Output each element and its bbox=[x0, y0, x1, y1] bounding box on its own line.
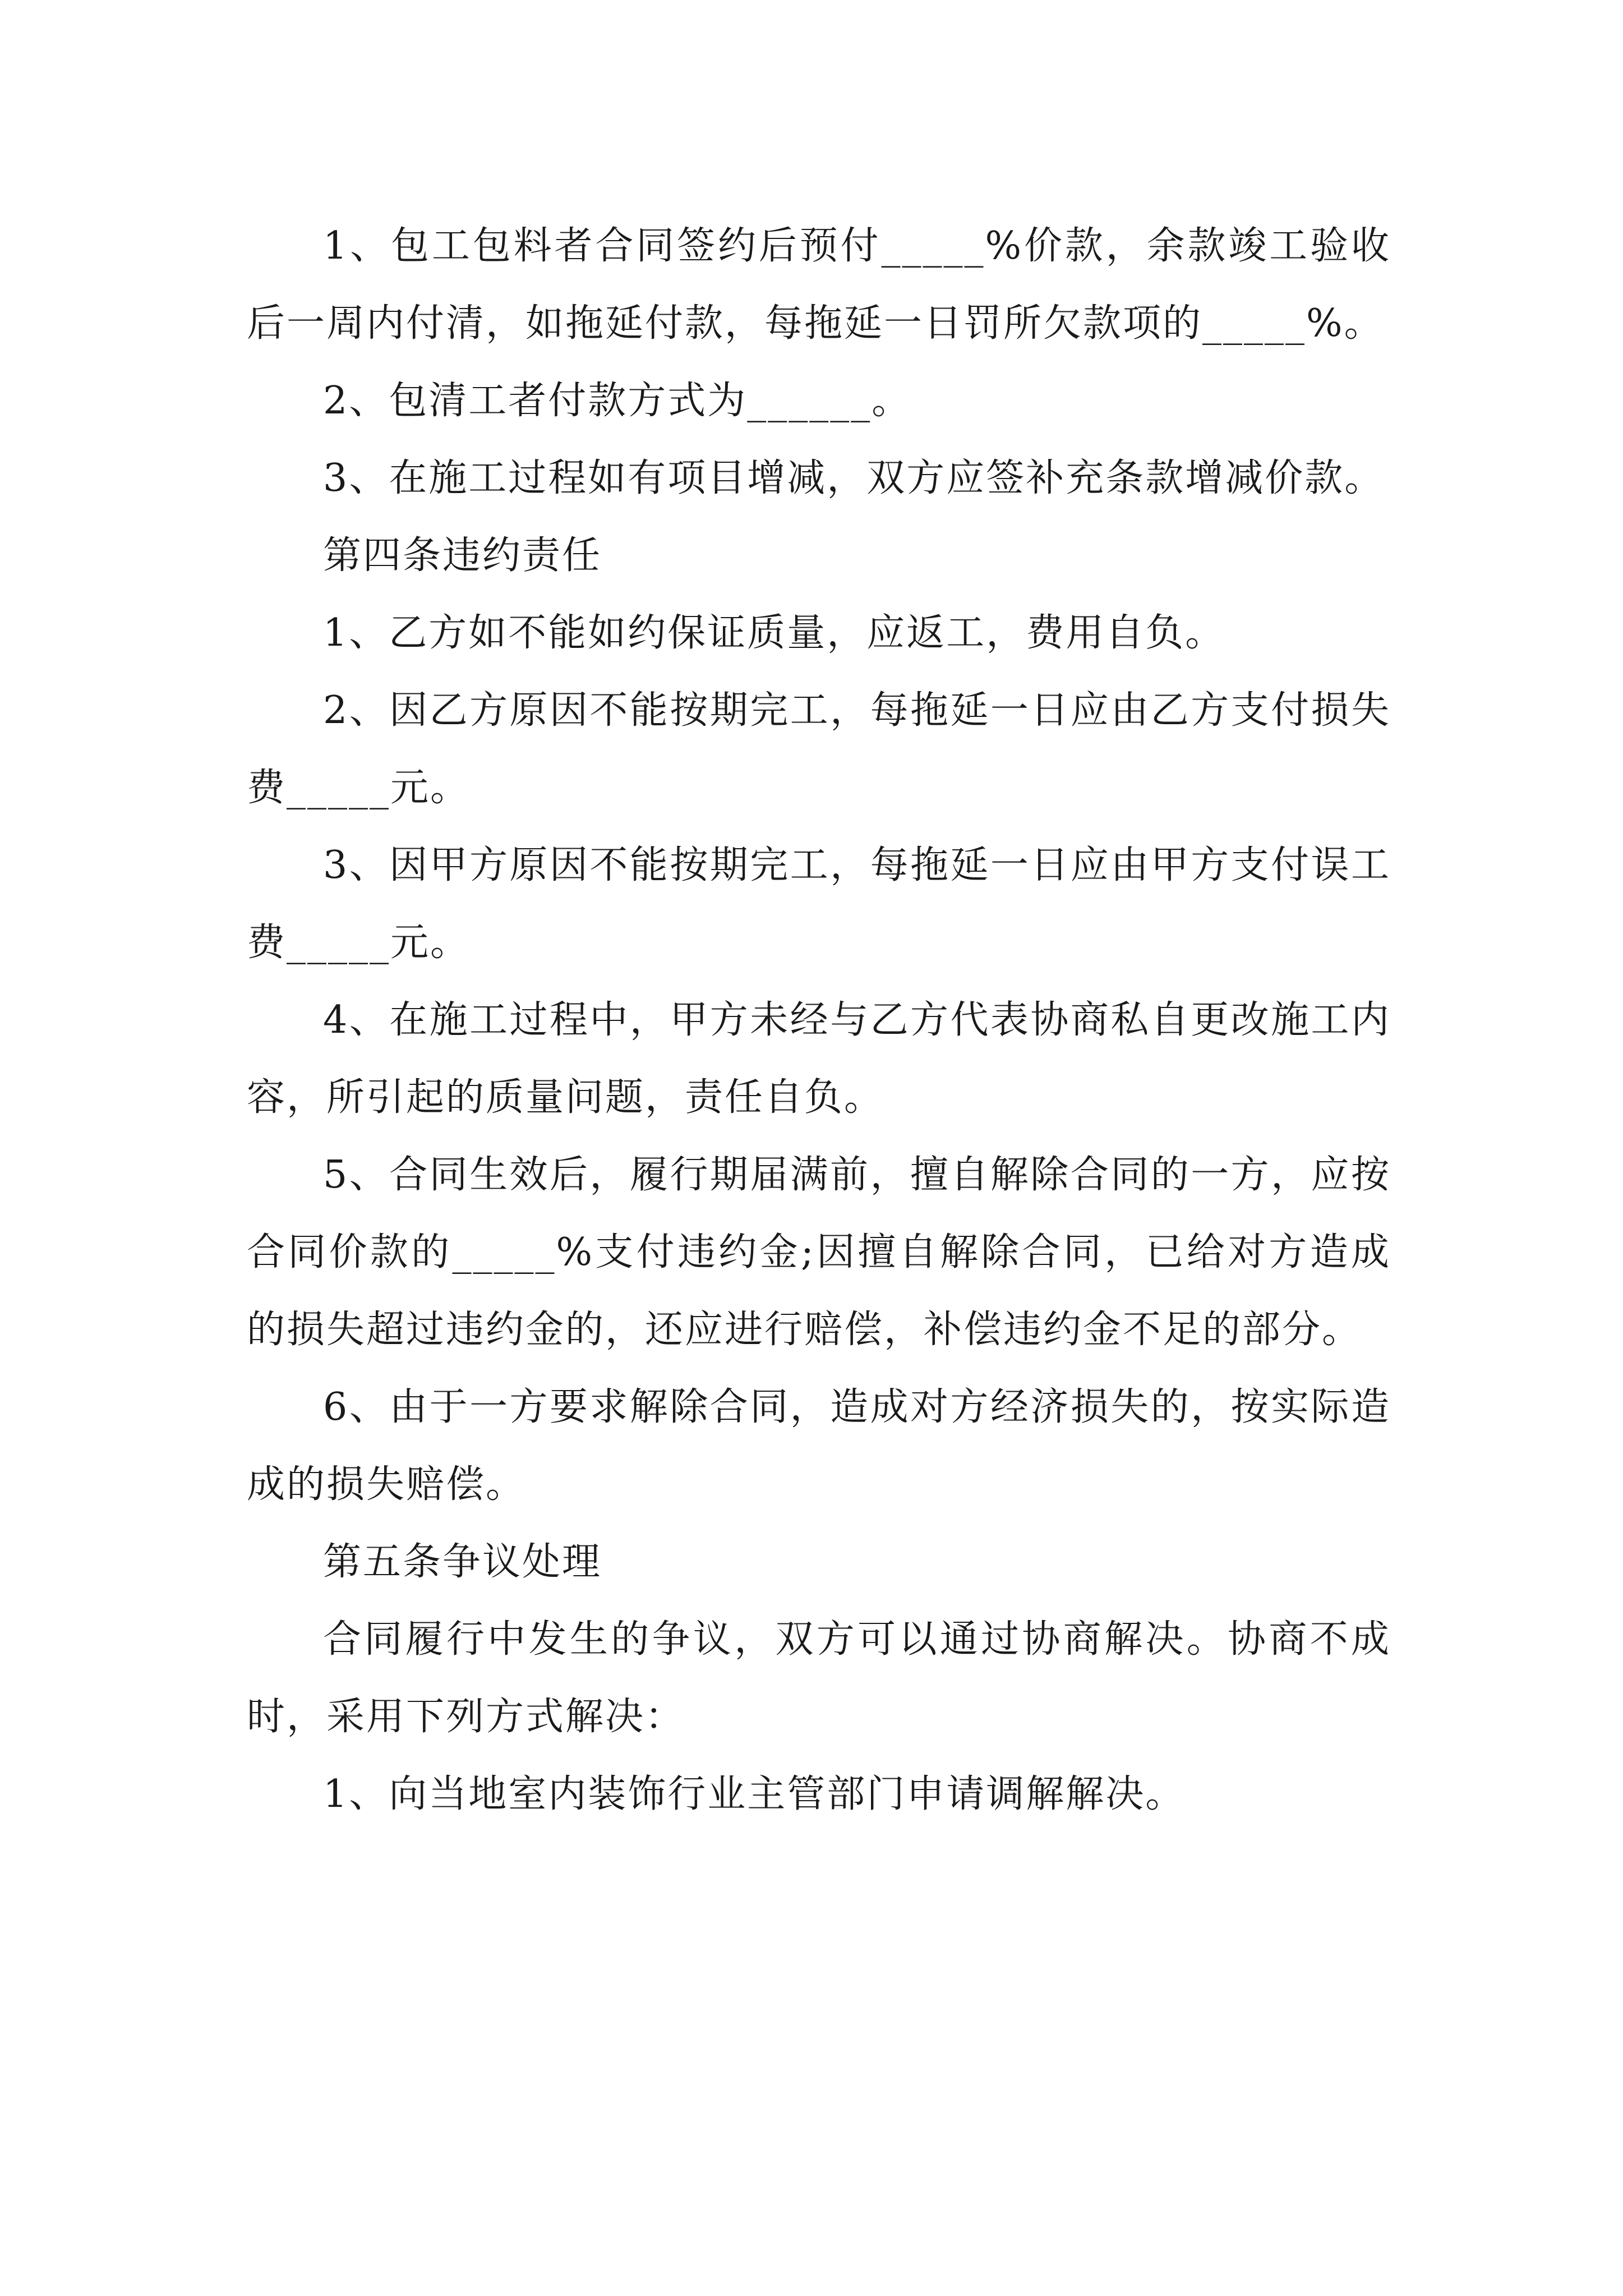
clause-liability-compensation: 6、由于一方要求解除合同，造成对方经济损失的，按实际造成的损失赔偿。 bbox=[247, 1385, 1391, 1507]
clause-payment-adjustment: 3、在施工过程如有项目增减，双方应签补充条款增减价款。 bbox=[323, 456, 1385, 500]
section-heading-liability: 第四条违约责任 bbox=[323, 533, 602, 578]
clause-liability-unauthorized-change: 4、在施工过程中，甲方未经与乙方代表协商私自更改施工内容，所引起的质量问题，责任自负。 bbox=[247, 998, 1391, 1120]
document-body bbox=[247, 208, 1391, 1833]
clause-liability-termination: 5、合同生效后，履行期届满前，擅自解除合同的一方，应按合同价款的_____%支付违约金;因擅自解除合同，已给对方造成的损失超过违约金的，还应进行赔偿，补偿违约金不足的部分。 bbox=[247, 1153, 1391, 1352]
clause-payment-labor-only: 2、包清工者付款方式为______。 bbox=[323, 379, 912, 423]
clause-payment-prepay: 1、包工包料者合同签约后预付_____%价款，余款竣工验收后一周内付清，如拖延付款，每拖延一日罚所欠款项的_____%。 bbox=[247, 224, 1391, 346]
clause-liability-quality: 1、乙方如不能如约保证质量，应返工，费用自负。 bbox=[323, 611, 1225, 655]
clause-dispute-intro: 合同履行中发生的争议，双方可以通过协商解决。协商不成时，采用下列方式解决： bbox=[247, 1617, 1391, 1739]
clause-liability-contractor-delay: 2、因乙方原因不能按期完工，每拖延一日应由乙方支付损失费_____元。 bbox=[247, 688, 1391, 810]
section-heading-dispute: 第五条争议处理 bbox=[323, 1540, 602, 1584]
clause-dispute-mediation: 1、向当地室内装饰行业主管部门申请调解解决。 bbox=[323, 1772, 1186, 1816]
clause-liability-client-delay: 3、因甲方原因不能按期完工，每拖延一日应由甲方支付误工费_____元。 bbox=[247, 843, 1391, 965]
